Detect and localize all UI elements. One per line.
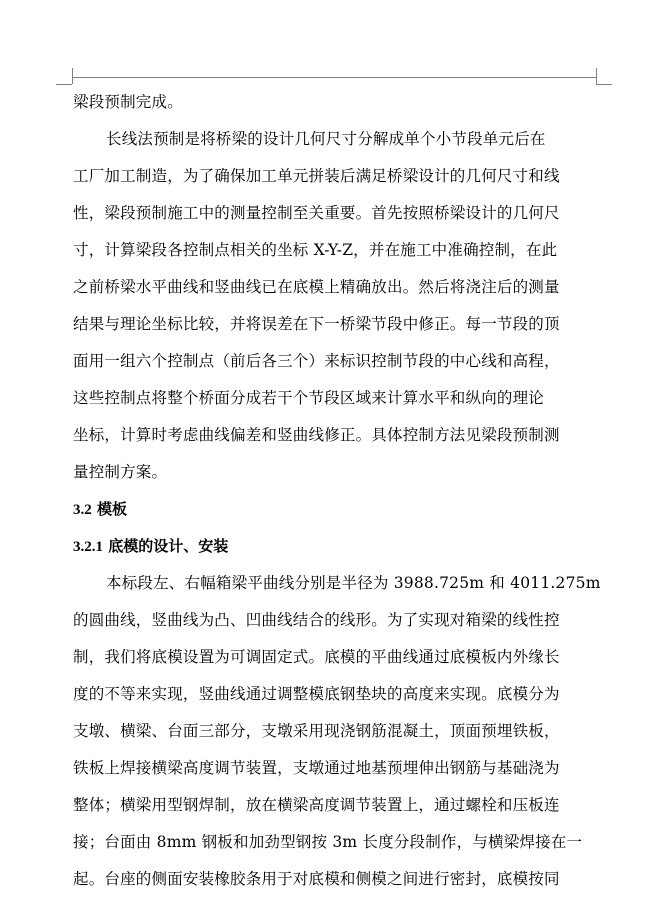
paragraph-line: 面用一组六个控制点（前后各三个）来标识控制节段的中心线和高程，: [73, 352, 560, 370]
paragraph-line: 性，梁段预制施工中的测量控制至关重要。首先按照桥梁设计的几何尺: [73, 204, 560, 222]
header-corner-right-horizontal: [596, 84, 612, 85]
paragraph-line: 起。台座的侧面安装橡胶条用于对底模和侧模之间进行密封，底模按同: [73, 870, 560, 888]
paragraph-line: 寸，计算梁段各控制点相关的坐标 X-Y-Z，并在施工中准确控制，在此: [73, 241, 558, 259]
subsection-title: 底模的设计、安装: [108, 537, 229, 555]
subsection-heading: [73, 528, 597, 565]
paragraph-line: 的圆曲线，竖曲线为凸、凹曲线结合的线形。为了实现对箱梁的线性控: [73, 611, 560, 629]
section-heading: [73, 491, 597, 528]
paragraph-line: 整体；横梁用型钢焊制，放在横梁高度调节装置上，通过螺栓和压板连: [73, 796, 560, 814]
header-rule: [72, 77, 596, 78]
paragraph-line: 支墩、横梁、台面三部分，支墩采用现浇钢筋混凝土，顶面预埋铁板，: [73, 722, 560, 740]
header-corner-right-vertical: [596, 68, 597, 84]
paragraph-line: 接；台面由 8mm 钢板和加劲型钢按 3m 长度分段制作，与横梁焊接在一: [73, 833, 583, 851]
paragraph-line: 量控制方案。: [73, 463, 168, 481]
header-corner-left-horizontal: [56, 84, 72, 85]
paragraph-line: 这些控制点将整个桥面分成若干个节段区域来计算水平和纵向的理论: [73, 389, 545, 407]
section-title: 模板: [96, 500, 127, 518]
document-body: [73, 84, 601, 898]
paragraph-line: 度的不等来实现，竖曲线通过调整模底钢垫块的高度来实现。底模分为: [73, 685, 560, 703]
paragraph-line: 铁板上焊接横梁高度调节装置，支墩通过地基预埋伸出钢筋与基础浇为: [73, 759, 560, 777]
section-number: 3.2: [73, 502, 92, 518]
paragraph-line: 长线法预制是将桥梁的设计几何尺寸分解成单个小节段单元后在: [106, 130, 546, 148]
paragraph-line: 工厂加工制造，为了确保加工单元拼装后满足桥梁设计的几何尺寸和线: [73, 167, 560, 185]
paragraph-line: 本标段左、右幅箱梁平曲线分别是半径为 3988.725m 和 4011.275m: [106, 574, 601, 592]
paragraph-line: 梁段预制完成。: [73, 93, 183, 111]
header-corner-left-vertical: [72, 68, 73, 84]
paragraph-line: 制，我们将底模设置为可调固定式。底模的平曲线通过底模板内外缘长: [73, 648, 560, 666]
paragraph-line: 结果与理论坐标比较，并将误差在下一桥梁节段中修正。每一节段的顶: [73, 315, 560, 333]
paragraph-line: 坐标，计算时考虑曲线偏差和竖曲线修正。具体控制方法见梁段预制测: [73, 426, 560, 444]
subsection-number: 3.2.1: [73, 539, 103, 555]
paragraph-line: 之前桥梁水平曲线和竖曲线已在底模上精确放出。然后将浇注后的测量: [73, 278, 560, 296]
